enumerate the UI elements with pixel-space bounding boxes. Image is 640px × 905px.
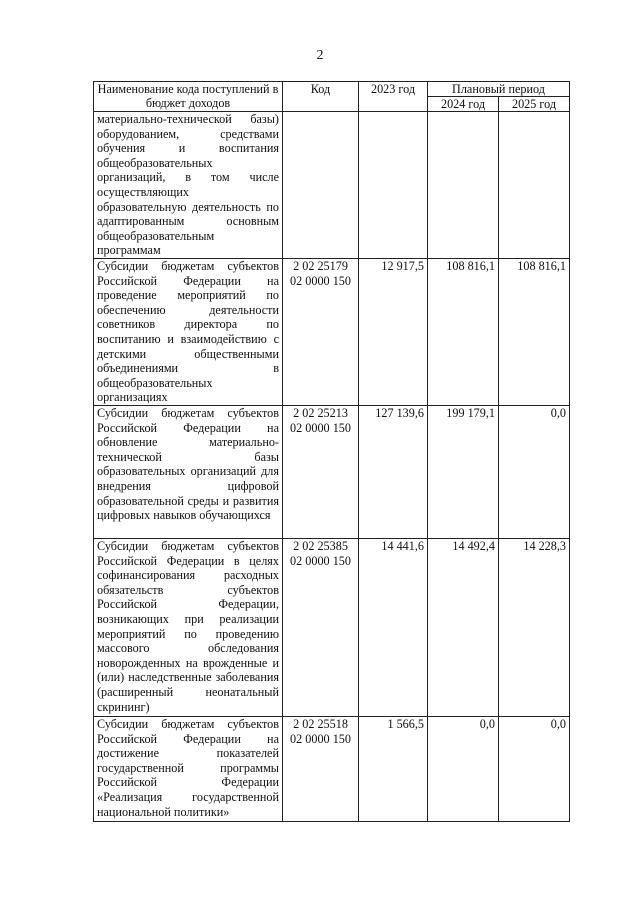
table-row — [94, 112, 570, 259]
row-value-2023: 14 441,6 — [359, 539, 428, 717]
header-planned-period: Плановый период — [428, 82, 570, 97]
page-number: 2 — [316, 48, 324, 63]
header-year-2025: 2025 год — [499, 97, 570, 112]
row-code: 2 02 25179 02 0000 150 — [283, 259, 359, 406]
header-year-2024: 2024 год — [428, 97, 499, 112]
row-name: Субсидии бюджетам субъектов Российской Федерации на проведение мероприятий по обеспечению деятельности советников директора по воспитанию и взаимодействию с детскими общественными объединениями в общеобразовательных организациях — [94, 259, 283, 406]
row-value-2025 — [499, 112, 570, 259]
row-code — [283, 112, 359, 259]
table-row — [94, 259, 570, 406]
row-name: Субсидии бюджетам субъектов Российской Федерации в целях софинансирования расходных обязательств субъектов Российской Федерации, возникающих при реализации мероприятий по проведению массового обследования новорожденных на врожденные и (или) наследственные заболевания (расширенный неонатальный скрининг) — [94, 539, 283, 717]
row-value-2025: 0,0 — [499, 406, 570, 539]
row-value-2025: 14 228,3 — [499, 539, 570, 717]
budget-revenue-table — [93, 81, 570, 822]
row-value-2024: 199 179,1 — [428, 406, 499, 539]
table-row — [94, 539, 570, 717]
row-value-2025: 108 816,1 — [499, 259, 570, 406]
table-row — [94, 717, 570, 822]
row-code: 2 02 25385 02 0000 150 — [283, 539, 359, 717]
row-value-2024: 108 816,1 — [428, 259, 499, 406]
row-name: Субсидии бюджетам субъектов Российской Федерации на обновление материально-технической базы образовательных организаций для внедрения цифровой образовательной среды и развития цифровых навыков обучающихся — [94, 406, 283, 539]
header-name: Наименование кода поступлений в бюджет доходов — [94, 82, 283, 112]
row-value-2023: 1 566,5 — [359, 717, 428, 822]
row-value-2025: 0,0 — [499, 717, 570, 822]
row-value-2023 — [359, 112, 428, 259]
table-row — [94, 406, 570, 539]
row-value-2023: 12 917,5 — [359, 259, 428, 406]
header-year-2023: 2023 год — [359, 82, 428, 112]
row-code: 2 02 25213 02 0000 150 — [283, 406, 359, 539]
row-name: Субсидии бюджетам субъектов Российской Федерации на достижение показателей государственной программы Российской Федерации «Реализация государственной национальной политики» — [94, 717, 283, 822]
row-code: 2 02 25518 02 0000 150 — [283, 717, 359, 822]
row-value-2024: 0,0 — [428, 717, 499, 822]
row-name: материально-технической базы) оборудованием, средствами обучения и воспитания общеобразовательных организаций, в том числе осуществляющих образовательную деятельность по адаптированным основным общеобразовательным программам — [94, 112, 283, 259]
row-value-2024 — [428, 112, 499, 259]
row-value-2024: 14 492,4 — [428, 539, 499, 717]
row-value-2023: 127 139,6 — [359, 406, 428, 539]
header-code: Код — [283, 82, 359, 112]
